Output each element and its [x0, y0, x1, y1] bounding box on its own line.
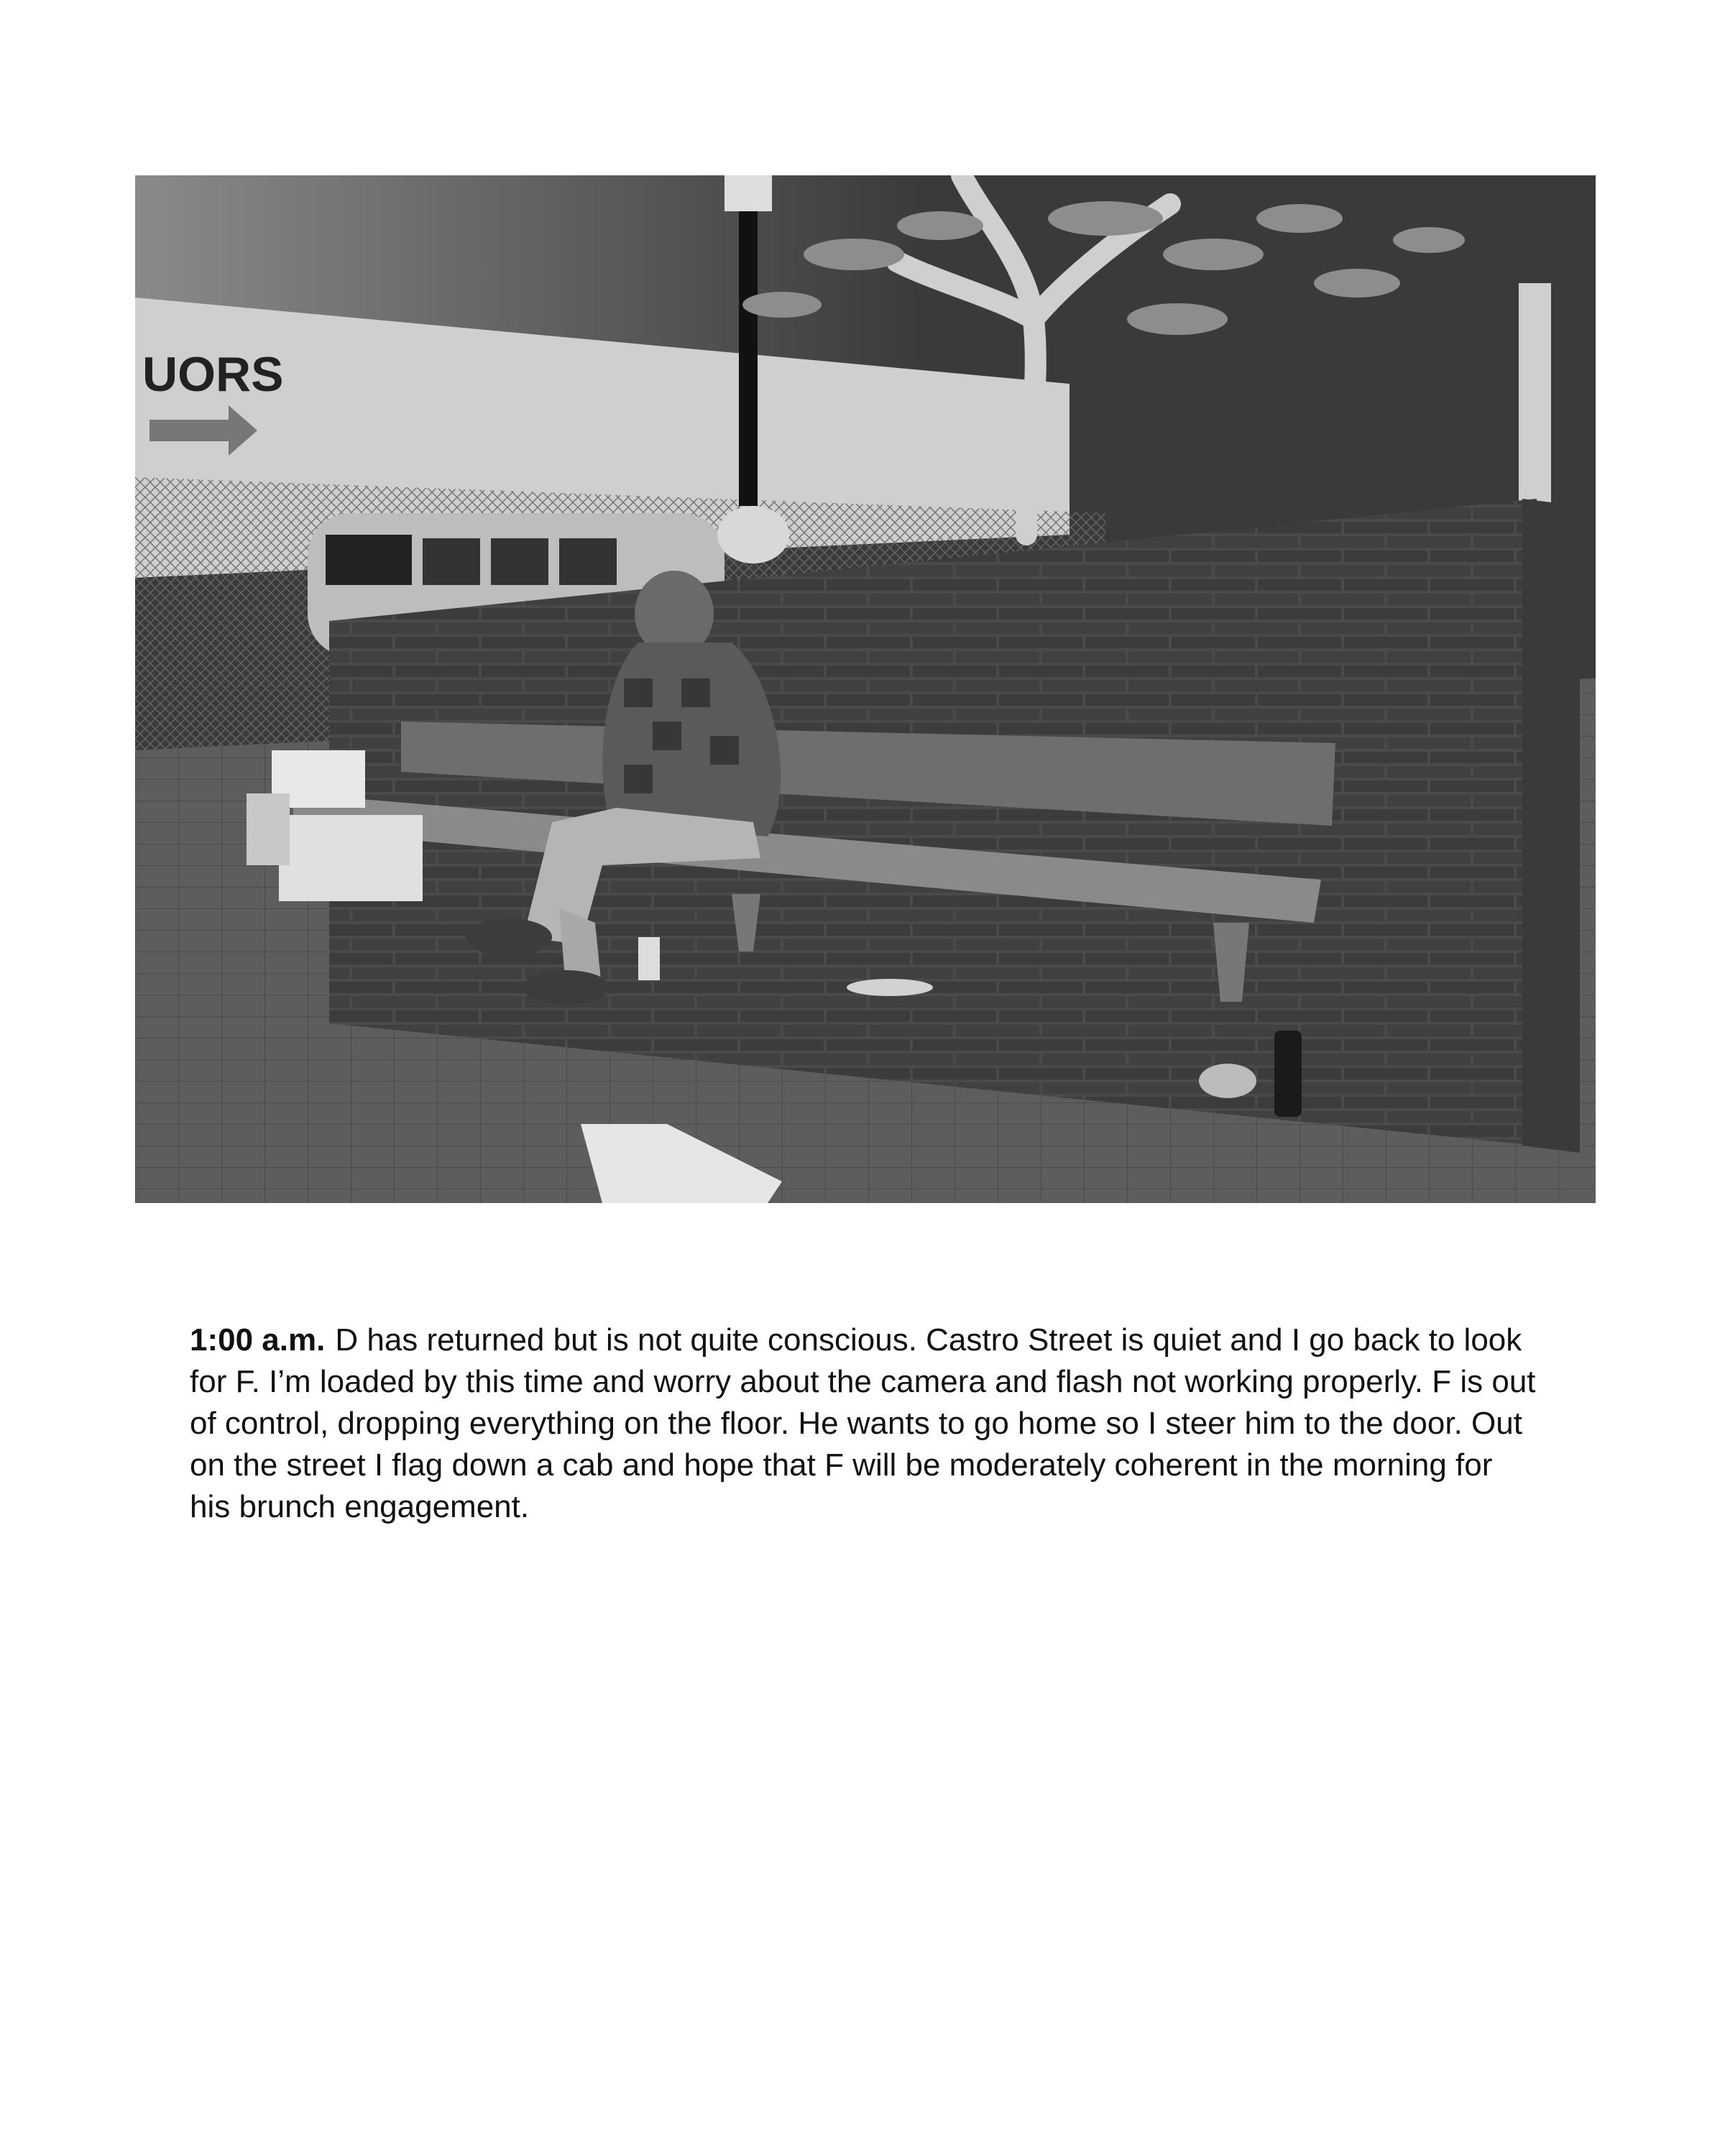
shoe — [466, 918, 552, 956]
photo-illustration — [135, 175, 1596, 1203]
van-window — [559, 538, 617, 585]
wall-end — [1522, 499, 1580, 1153]
beer-bottle — [1274, 1031, 1302, 1117]
van-window — [491, 538, 548, 585]
cardboard-box — [247, 793, 290, 865]
caption-text: D has returned but is not quite conscious. Castro Street is quiet and I go back to look for F. I’m loaded by this time and worry about the camera and flash not working properly. F is out of control, dropping everything on the floor. He wants to go home so I steer him to the door. Out on the street I flag down a cab and hope that F will be moderately coherent in the morning for his brunch engagement. — [190, 1322, 1536, 1524]
cardboard-box — [279, 815, 423, 901]
plastic-bag — [717, 506, 789, 563]
caption-time: 1:00 a.m. — [190, 1322, 326, 1358]
van-window — [326, 535, 412, 585]
shoe — [523, 970, 610, 1005]
litter — [847, 979, 933, 996]
photo-caption — [190, 1319, 1541, 1528]
can — [638, 937, 660, 980]
plaid-jacket — [602, 642, 781, 837]
liquors-sign-text: UORS — [142, 347, 284, 402]
van-window — [423, 538, 480, 585]
crumpled-paper — [1199, 1064, 1256, 1098]
night-street-photograph — [135, 175, 1596, 1203]
lamp-post — [739, 175, 758, 506]
metal-pipe — [1519, 283, 1551, 513]
lamp-head — [724, 175, 772, 211]
